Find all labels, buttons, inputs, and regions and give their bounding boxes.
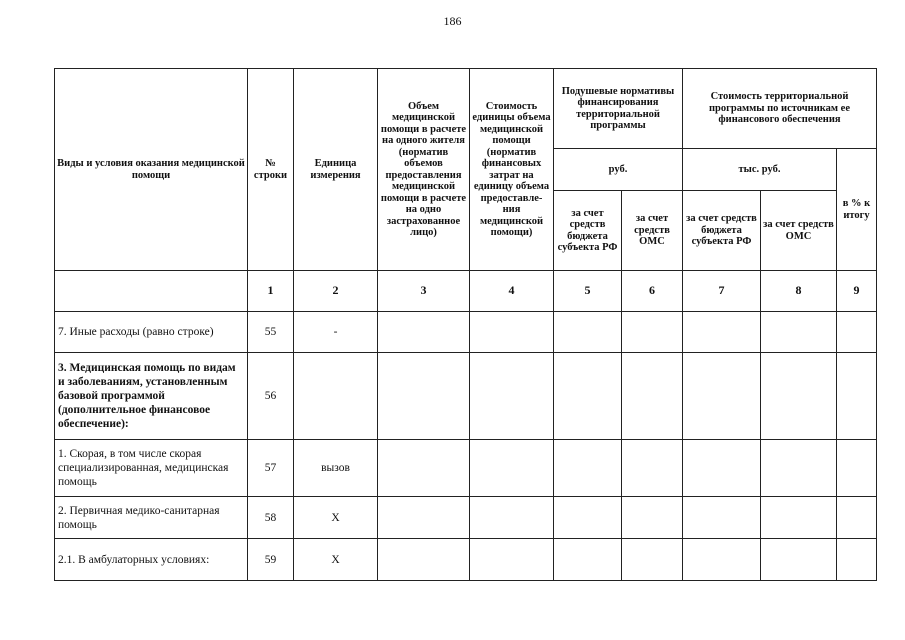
header-budget-subject-rf-2: за счет средств бюджета субъекта РФ <box>683 191 761 271</box>
column-number <box>55 271 248 312</box>
row-name: 3. Медицинская помощь по видам и заболеваниям, установленным базовой программой (дополнительное финансовое обеспечение): <box>55 353 248 440</box>
header-line-number: № строки <box>248 69 294 271</box>
row-unit: вызов <box>294 440 378 497</box>
column-number: 1 <box>248 271 294 312</box>
row-unit <box>294 353 378 440</box>
header-volume-per-resident: Объем медицинской помощи в расчете на одного жителя (норматив объемов предоставления медицинской помощи в расчете на одно застрахованное лицо) <box>378 69 470 271</box>
row-name: 7. Иные расходы (равно строке) <box>55 312 248 353</box>
row-line-number: 58 <box>248 497 294 539</box>
row-unit: - <box>294 312 378 353</box>
column-number: 3 <box>378 271 470 312</box>
column-number: 8 <box>761 271 837 312</box>
column-number: 9 <box>837 271 877 312</box>
page-number: 186 <box>443 14 462 28</box>
budget-table <box>54 68 877 581</box>
column-number: 6 <box>622 271 683 312</box>
row-unit: Х <box>294 497 378 539</box>
column-number: 4 <box>470 271 554 312</box>
column-number: 2 <box>294 271 378 312</box>
table-row <box>55 353 877 440</box>
table-row <box>55 497 877 539</box>
table-row <box>55 539 877 581</box>
column-number: 7 <box>683 271 761 312</box>
header-rub: руб. <box>554 149 683 191</box>
row-line-number: 55 <box>248 312 294 353</box>
column-number: 5 <box>554 271 622 312</box>
header-oms-2: за счет средств ОМС <box>761 191 837 271</box>
header-program-cost: Стоимость территориальной программы по источникам ее финансового обеспечения <box>683 69 877 149</box>
header-percent-total: в % к итогу <box>837 149 877 271</box>
header-oms: за счет средств ОМС <box>622 191 683 271</box>
header-unit-cost: Стоимость единицы объема медицинской помощи (норматив финансовых затрат на единицу объема предоставле-ния медицинской помощи) <box>470 69 554 271</box>
row-unit: Х <box>294 539 378 581</box>
header-thous-rub: тыс. руб. <box>683 149 837 191</box>
row-name: 2.1. В амбулаторных условиях: <box>55 539 248 581</box>
header-service-type: Виды и условия оказания медицинской помощи <box>55 69 248 271</box>
row-name: 2. Первичная медико-санитарная помощь <box>55 497 248 539</box>
row-line-number: 59 <box>248 539 294 581</box>
header-per-capita-standards: Подушевые нормативы финансирования территориальной программы <box>554 69 683 149</box>
header-budget-subject-rf: за счет средств бюджета субъекта РФ <box>554 191 622 271</box>
header-unit: Единица измерения <box>294 69 378 271</box>
row-line-number: 57 <box>248 440 294 497</box>
row-line-number: 56 <box>248 353 294 440</box>
table-row <box>55 440 877 497</box>
table-row <box>55 312 877 353</box>
row-name: 1. Скорая, в том числе скорая специализированная, медицинская помощь <box>55 440 248 497</box>
